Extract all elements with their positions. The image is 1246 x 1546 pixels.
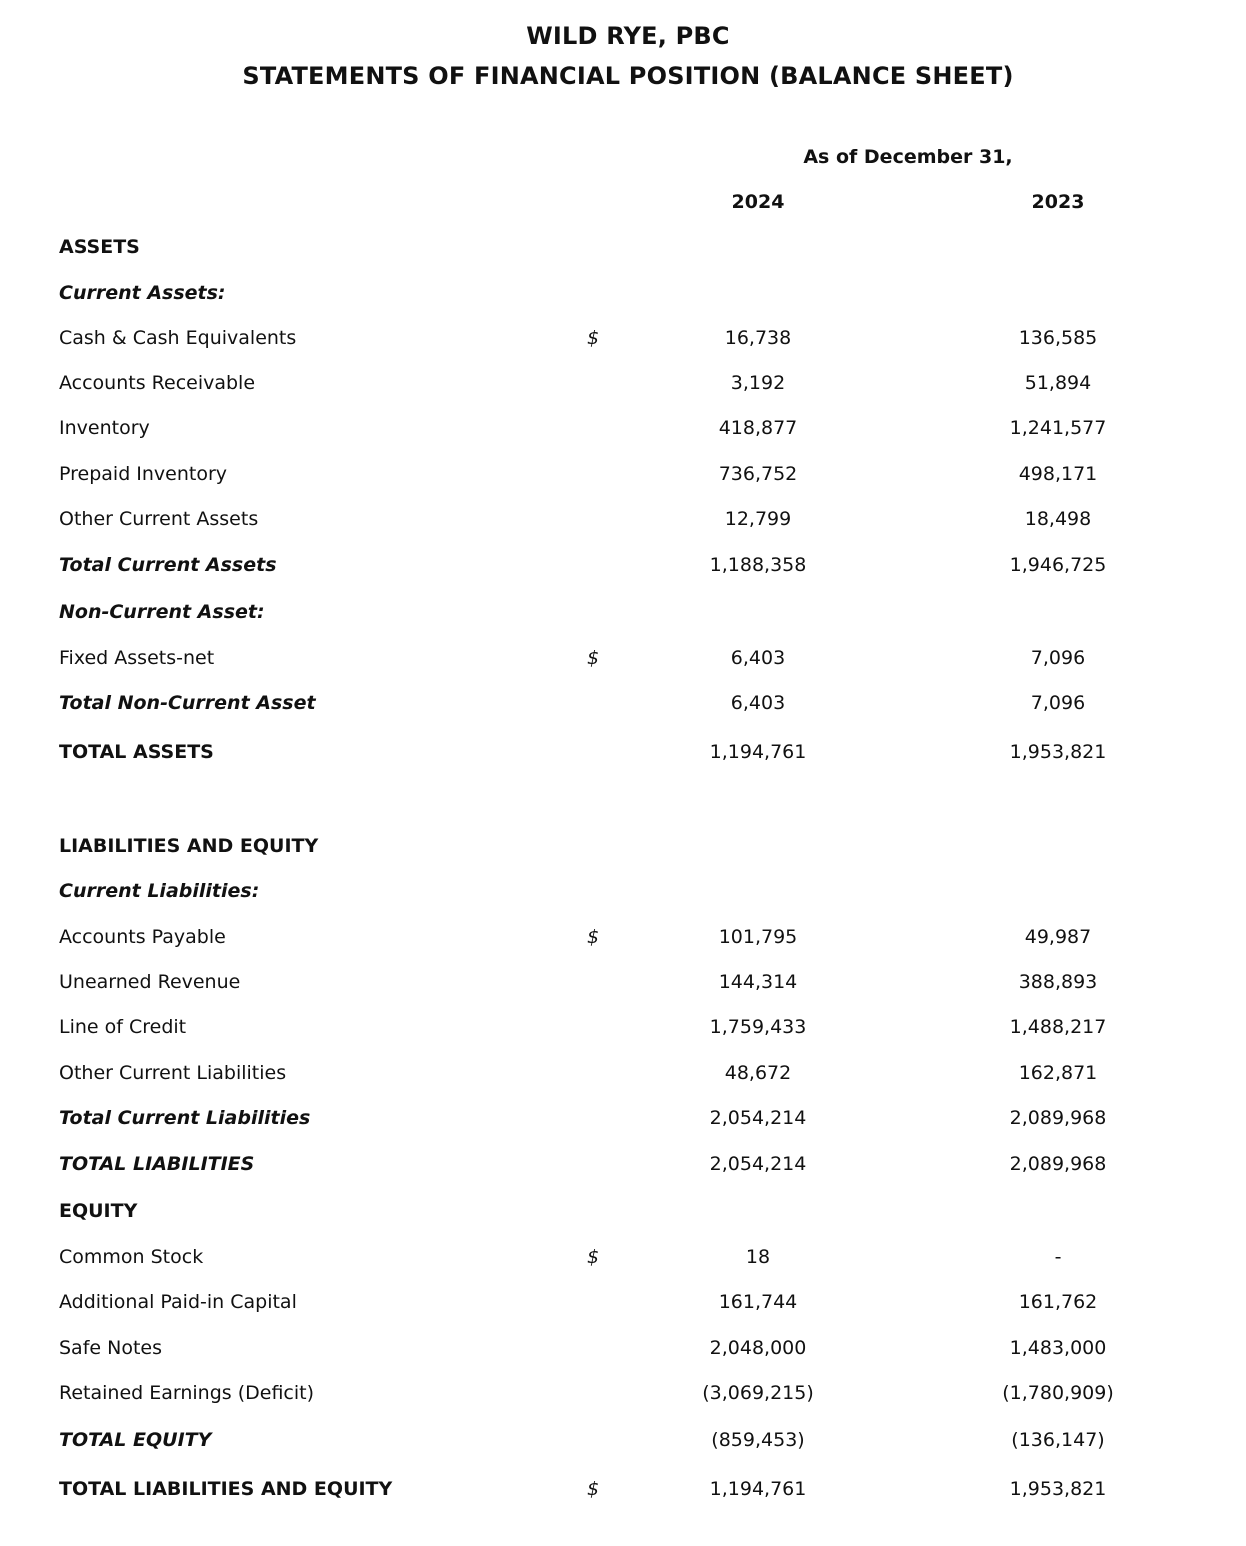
table-row bbox=[0, 1291, 1246, 1321]
value-2023: 7,096 bbox=[1030, 647, 1086, 669]
value-2023: 7,096 bbox=[1030, 692, 1086, 714]
currency-symbol: $ bbox=[587, 926, 600, 948]
row-label: Current Liabilities: bbox=[59, 880, 260, 902]
value-2023: 1,953,821 bbox=[1009, 1478, 1107, 1500]
value-2024: 161,744 bbox=[718, 1291, 798, 1313]
row-label: TOTAL EQUITY bbox=[59, 1429, 212, 1451]
currency-symbol: $ bbox=[587, 1478, 600, 1500]
value-2023: (1,780,909) bbox=[1002, 1382, 1114, 1404]
table-row bbox=[0, 282, 1246, 312]
value-2023: 2,089,968 bbox=[1009, 1153, 1107, 1175]
statement-title: STATEMENTS OF FINANCIAL POSITION (BALANCE SHEET) bbox=[242, 62, 1014, 90]
value-2023: 2,089,968 bbox=[1009, 1107, 1107, 1129]
row-label: Fixed Assets-net bbox=[59, 647, 215, 669]
value-2023: - bbox=[1054, 1246, 1062, 1268]
row-label: Common Stock bbox=[59, 1246, 204, 1268]
table-row bbox=[0, 372, 1246, 402]
table-row bbox=[0, 971, 1246, 1001]
row-label: TOTAL ASSETS bbox=[59, 741, 214, 763]
table-row bbox=[0, 692, 1246, 722]
value-2024: 6,403 bbox=[730, 692, 786, 714]
row-label: Accounts Receivable bbox=[59, 372, 256, 394]
currency-symbol: $ bbox=[587, 647, 600, 669]
row-label: Accounts Payable bbox=[59, 926, 226, 948]
company-name: WILD RYE, PBC bbox=[526, 22, 730, 50]
year-2023-header: 2023 bbox=[1031, 191, 1085, 213]
table-row bbox=[0, 1153, 1246, 1183]
value-2023: 162,871 bbox=[1018, 1062, 1098, 1084]
table-row bbox=[0, 1062, 1246, 1092]
value-2024: 1,194,761 bbox=[709, 741, 807, 763]
value-2023: 1,953,821 bbox=[1009, 741, 1107, 763]
row-label: Total Non-Current Asset bbox=[59, 692, 316, 714]
year-2024-header: 2024 bbox=[731, 191, 785, 213]
table-row bbox=[0, 835, 1246, 865]
table-row bbox=[0, 926, 1246, 956]
value-2024: 3,192 bbox=[730, 372, 786, 394]
currency-symbol: $ bbox=[587, 1246, 600, 1268]
table-row bbox=[0, 880, 1246, 910]
table-row bbox=[0, 463, 1246, 493]
table-row bbox=[0, 1200, 1246, 1230]
row-label: Inventory bbox=[59, 417, 150, 439]
value-2023: 388,893 bbox=[1018, 971, 1098, 993]
row-label: Current Assets: bbox=[59, 282, 226, 304]
table-row bbox=[0, 1107, 1246, 1137]
table-row bbox=[0, 1246, 1246, 1276]
row-label: Other Current Assets bbox=[59, 508, 259, 530]
value-2024: 12,799 bbox=[724, 508, 792, 530]
value-2024: 1,759,433 bbox=[709, 1016, 807, 1038]
row-label: Total Current Assets bbox=[59, 554, 277, 576]
table-row bbox=[0, 741, 1246, 771]
value-2023: 49,987 bbox=[1024, 926, 1092, 948]
table-row bbox=[0, 327, 1246, 357]
value-2023: 1,488,217 bbox=[1009, 1016, 1107, 1038]
row-label: TOTAL LIABILITIES AND EQUITY bbox=[59, 1478, 393, 1500]
row-label: Safe Notes bbox=[59, 1337, 162, 1359]
value-2024: 16,738 bbox=[724, 327, 792, 349]
value-2024: (3,069,215) bbox=[702, 1382, 814, 1404]
table-row bbox=[0, 1337, 1246, 1367]
row-label: ASSETS bbox=[59, 236, 140, 258]
value-2024: 6,403 bbox=[730, 647, 786, 669]
value-2023: (136,147) bbox=[1011, 1429, 1105, 1451]
table-row bbox=[0, 647, 1246, 677]
row-label: Non-Current Asset: bbox=[59, 601, 265, 623]
as-of-date-header: As of December 31, bbox=[803, 146, 1013, 168]
value-2023: 1,946,725 bbox=[1009, 554, 1107, 576]
row-label: Line of Credit bbox=[59, 1016, 187, 1038]
value-2024: 2,048,000 bbox=[709, 1337, 807, 1359]
row-label: LIABILITIES AND EQUITY bbox=[59, 835, 319, 857]
value-2023: 1,483,000 bbox=[1009, 1337, 1107, 1359]
table-row bbox=[0, 1382, 1246, 1412]
value-2024: 418,877 bbox=[718, 417, 798, 439]
value-2023: 51,894 bbox=[1024, 372, 1092, 394]
row-label: EQUITY bbox=[59, 1200, 138, 1222]
row-label: Cash & Cash Equivalents bbox=[59, 327, 297, 349]
value-2024: 101,795 bbox=[718, 926, 798, 948]
row-label: Prepaid Inventory bbox=[59, 463, 228, 485]
value-2023: 136,585 bbox=[1018, 327, 1098, 349]
table-row bbox=[0, 601, 1246, 631]
table-row bbox=[0, 1429, 1246, 1459]
row-label: Retained Earnings (Deficit) bbox=[59, 1382, 315, 1404]
value-2023: 161,762 bbox=[1018, 1291, 1098, 1313]
table-row bbox=[0, 236, 1246, 266]
value-2024: 48,672 bbox=[724, 1062, 792, 1084]
row-label: TOTAL LIABILITIES bbox=[59, 1153, 255, 1175]
row-label: Total Current Liabilities bbox=[59, 1107, 311, 1129]
currency-symbol: $ bbox=[587, 327, 600, 349]
value-2024: 1,188,358 bbox=[709, 554, 807, 576]
value-2024: 18 bbox=[745, 1246, 771, 1268]
value-2024: 144,314 bbox=[718, 971, 798, 993]
value-2024: 1,194,761 bbox=[709, 1478, 807, 1500]
table-row bbox=[0, 554, 1246, 584]
table-row bbox=[0, 508, 1246, 538]
value-2024: 2,054,214 bbox=[709, 1107, 807, 1129]
row-label: Unearned Revenue bbox=[59, 971, 241, 993]
table-row bbox=[0, 1478, 1246, 1508]
value-2024: (859,453) bbox=[711, 1429, 805, 1451]
row-label: Other Current Liabilities bbox=[59, 1062, 287, 1084]
table-row bbox=[0, 417, 1246, 447]
row-label: Additional Paid-in Capital bbox=[59, 1291, 297, 1313]
value-2023: 18,498 bbox=[1024, 508, 1092, 530]
value-2023: 498,171 bbox=[1018, 463, 1098, 485]
value-2023: 1,241,577 bbox=[1009, 417, 1107, 439]
table-row bbox=[0, 1016, 1246, 1046]
value-2024: 736,752 bbox=[718, 463, 798, 485]
value-2024: 2,054,214 bbox=[709, 1153, 807, 1175]
